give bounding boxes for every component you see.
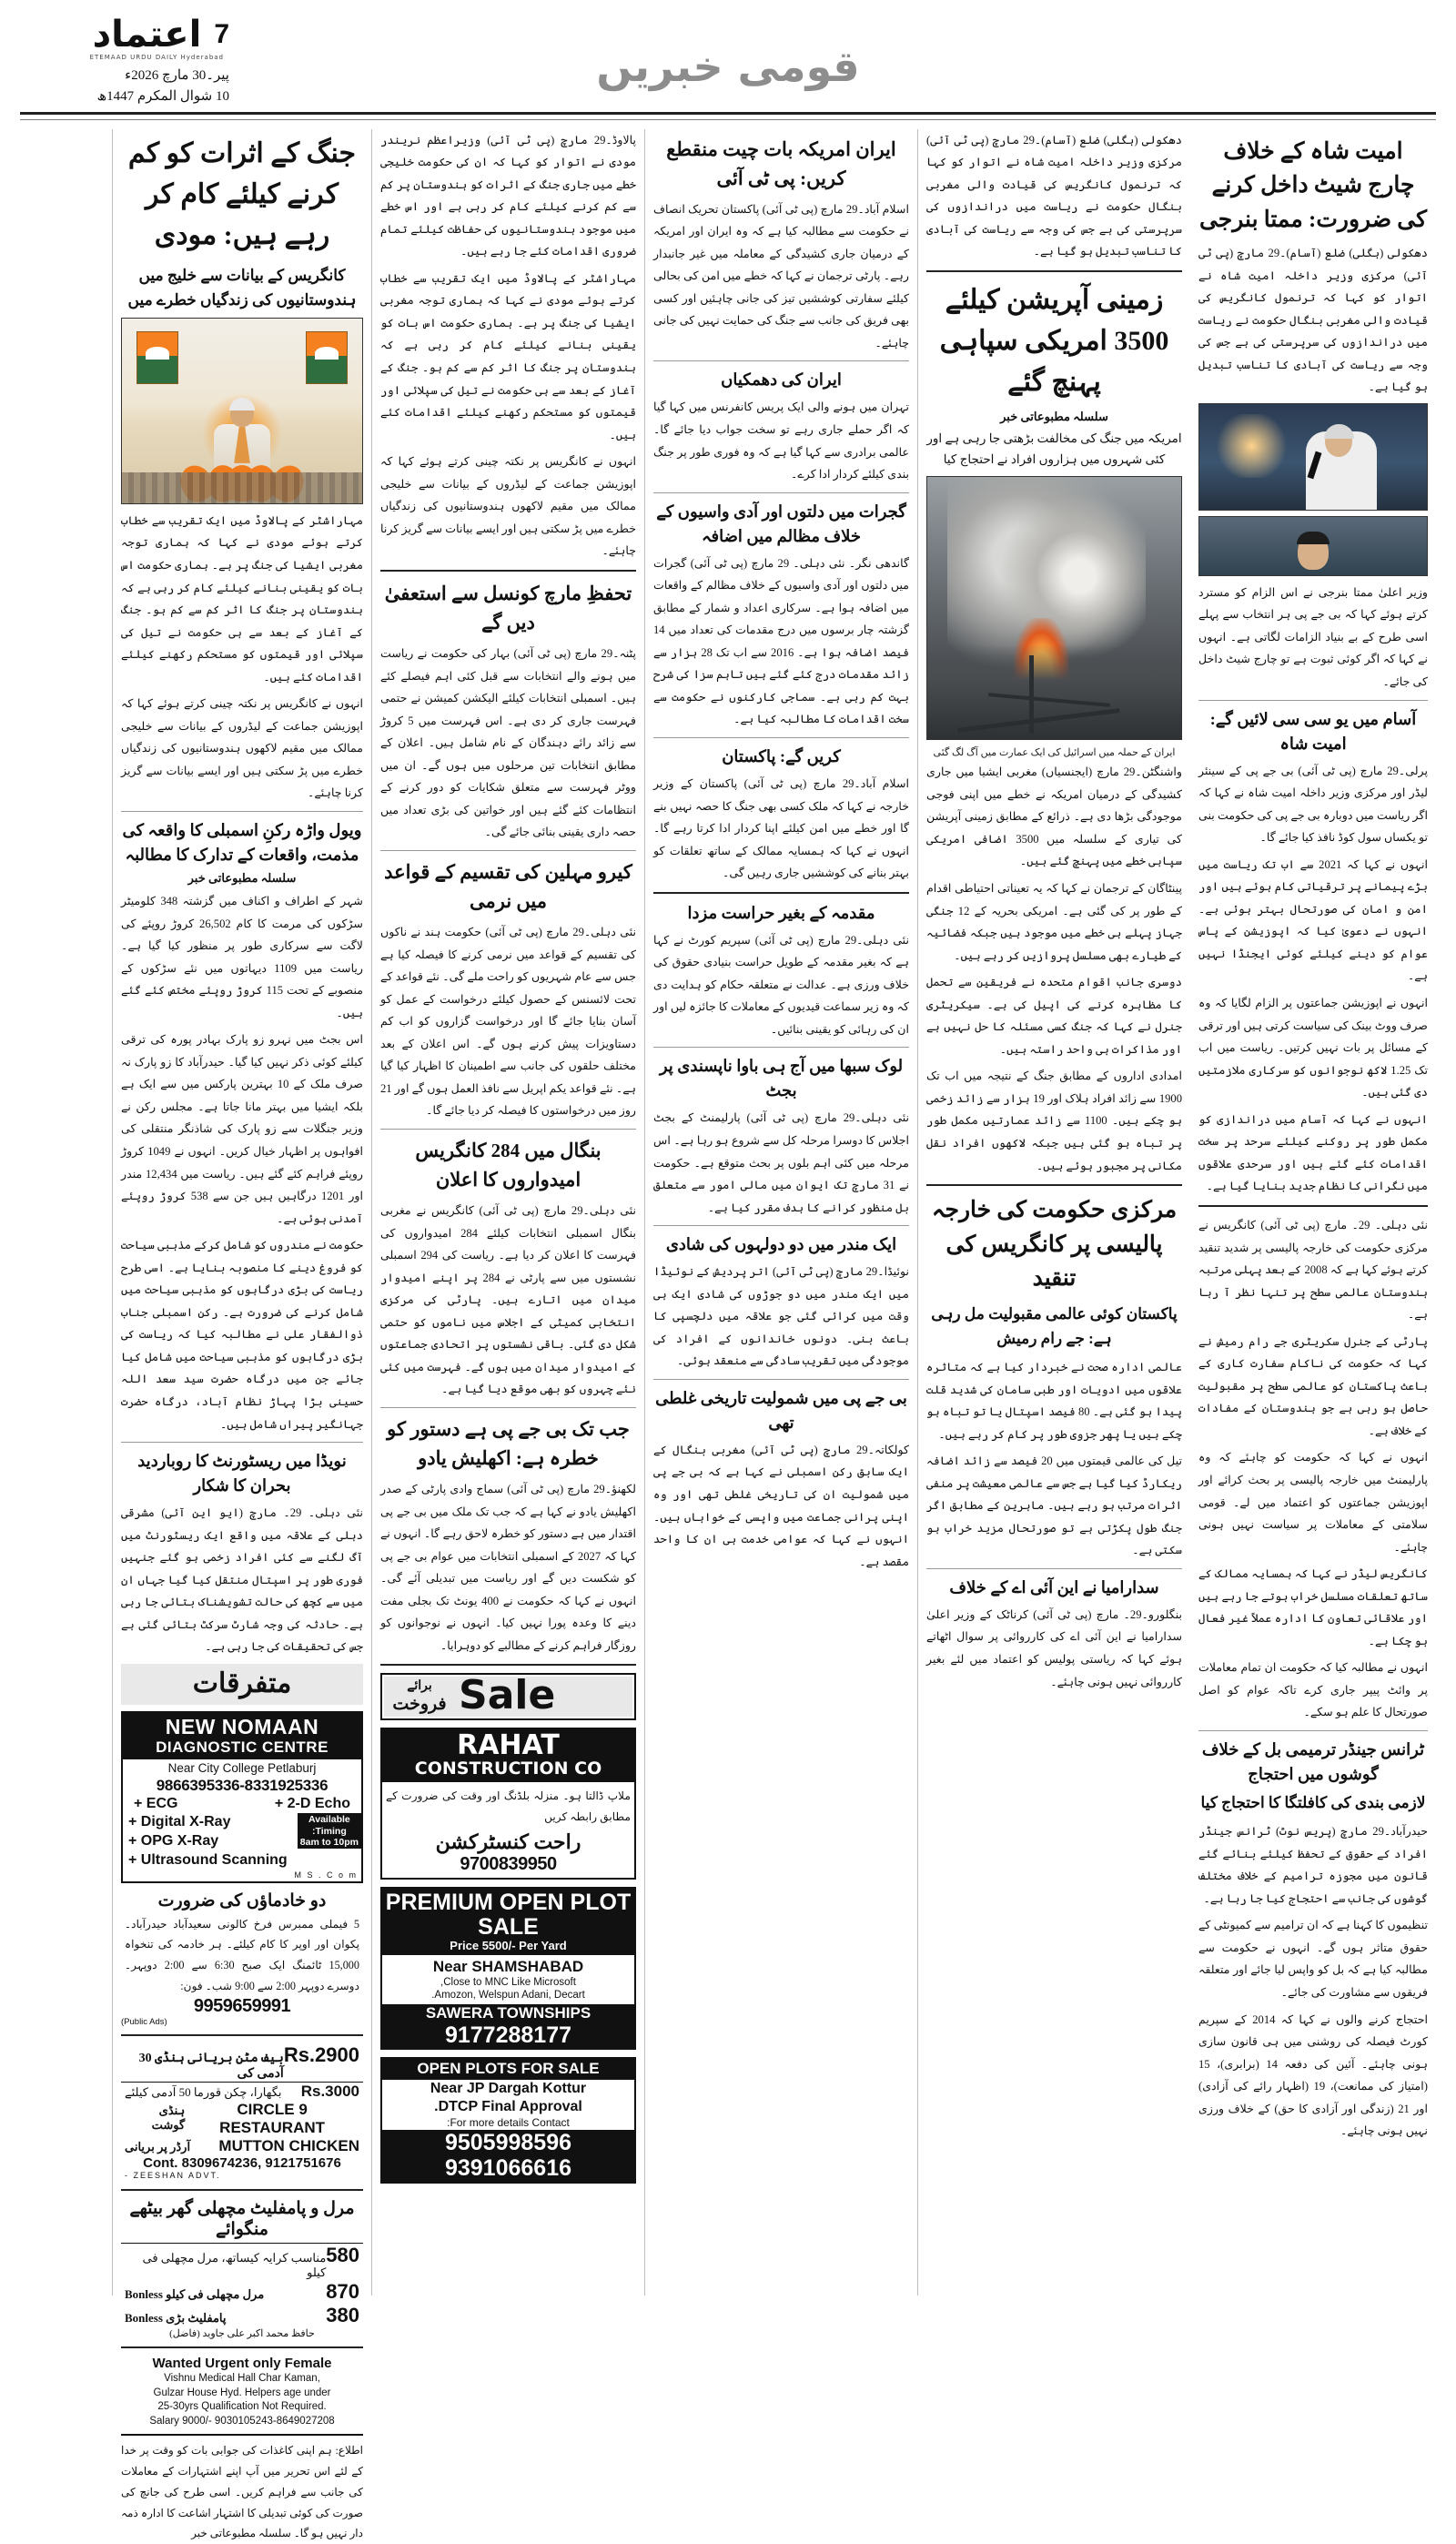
- transgender-headline: ٹرانس جینڈر ترمیمی بل کے خلاف گوشوں میں احتجاج: [1201, 1739, 1425, 1783]
- plot-ad-township: SAWERA TOWNSHIPS: [382, 2004, 634, 2023]
- open-plots-header: [382, 2059, 634, 2080]
- section-title: قومی خبریں: [596, 42, 860, 91]
- modi-hair: [229, 398, 255, 410]
- open-plots-contact-label: For more details Contact:: [447, 2116, 570, 2130]
- divider: [121, 811, 363, 812]
- masthead-logo-row: [92, 14, 229, 56]
- mla-condemn-p2: اس بجٹ میں نہرو زو پارک بہادر پورہ کی ترقی کیلئے کوئی ذکر نہیں کیا گیا۔ حیدرآباد کا زو پارک نہ صرف ملک کے 10 بہترین پارکس میں سے ایک ہے بلکہ ایشیا میں بہتر مانا جاتا ہے۔ مجلس رکن نے وزیر جنگلات سے زو پارک کی شاذنگر منتقلی کی افواہوں پر اظہار خیال کریں۔ انہوں نے 1049 کروڑ روپئے فراہم کئے گئے ہیں۔ ریاست میں 12,434 مندر اور 1201 درگاہیں ہیں جن سے 538 کروڑ روپئے آمدنی ہوئی ہے۔: [121, 1033, 363, 1225]
- transgender-p3: احتجاج کرنے والوں نے کہا کہ 2014 کے سپریم کورٹ فیصلہ کی روشنی میں ہی قانون سازی ہونی چاہئے۔ آئین کی دفعہ 14 (برابری)، 15 (امتیاز کی ممانعت)، 19 (اظہار رائے کی آزادی) اور 21 (زندگی اور آزادی کا حق) کے خلاف ورزی نہیں ہونی چاہئے۔: [1198, 2012, 1429, 2138]
- nomaan-availability-badge: [298, 1813, 361, 1848]
- siddaramaiah-headline: سدارامیا نے این آئی اے کے خلاف: [949, 1577, 1159, 1596]
- budget-headline: لوک سبھا میں آج ہی باوا ناپسندی پر بجٹ: [659, 1057, 904, 1100]
- nomaan-ad-tag: M S . C o m: [294, 1870, 358, 1880]
- paper-logo-latin: ETEMAAD URDU DAILY Hyderabad: [89, 54, 224, 61]
- modi-p1: پالاوڈ۔29 مارچ (پی ٹی آئی) وزیراعظم نریندر مودی نے اتوار کو کہا کہ ان کی حکومت خلیجی خطے میں جاری جنگ کے اثرات کو ہندوستان پر کم سے کم کرنے کیلئے کام کر رہی ہے اور اس خطے میں موجود ہندوستانیوں کی حفاظت کیلئے تمام ضروری اقدامات کئے جا رہے ہیں۔: [380, 133, 636, 258]
- plot-ad-header: [382, 1889, 634, 1954]
- column-1: [1190, 129, 1436, 2296]
- iran-threat-headline: ایران کی دھمکیاں: [721, 370, 842, 390]
- divider: [121, 1442, 363, 1443]
- masthead-center: [229, 16, 1227, 91]
- circle9-price-1: Rs.2900: [283, 2043, 359, 2067]
- divider-dark: [121, 2034, 363, 2036]
- transgender-subhead: لازمی بندی کی کافلتگا کا احتجاج کیا: [1200, 1793, 1426, 1811]
- bengal-candidates-p1: نئی دہلی۔29 مارچ (پی ٹی آئی) کانگریس نے مغربی بنگال اسمبلی انتخابات کیلئے 284 امیدواروں کی فہرست کا اعلان کر دیا ہے۔ ریاست کی 294 اسمبلی نشستوں میں سے پارٹی نے 284 پر اپنے امیدوار میدان میں اتارے ہیں۔ پارٹی کی مرکزی انتخابی کمیٹی کے اجلاس میں ناموں کو حتمی شکل دی گئی۔ باقی نشستوں پر اتحادی جماعتوں کے امیدوار میدان میں ہوں گے۔ فہرست میں کئی نئے چہروں کو بھی موقع دیا گیا ہے۔: [380, 1204, 636, 1396]
- shah-q1: پرلی۔29 مارچ (پی ٹی آئی) بی جے پی کے سینئر لیڈر اور مرکزی وزیر داخلہ امیت شاہ نے کہا کہ اگر ریاست میں دوبارہ بی جے پی کی حکومت بنی تو یکساں سول کوڈ نافذ کیا جائے گا۔: [1198, 764, 1428, 845]
- debris-column: [1029, 655, 1034, 734]
- mamata-hair: [1324, 424, 1354, 439]
- open-plots-phone-2[interactable]: 9391066616: [382, 2155, 634, 2181]
- shah-ucc-headline: آسام میں یو سی سی لائیں گے: امیت شاہ: [1209, 709, 1417, 753]
- circle9-price-2: Rs.3000: [300, 2083, 359, 2101]
- divider: [653, 1379, 909, 1380]
- fish-price-1: 580: [326, 2244, 359, 2267]
- council-headline: تحفظِ مارچ کونسل سے استعفیٰ دیں گے: [384, 582, 632, 634]
- iran-p1: اسلام آباد۔29 مارچ (پی ٹی آئی) پاکستان تحریک انصاف نے حکومت سے مطالبہ کیا ہے کہ وہ ایران اور امریکہ کے درمیان جاری کشیدگی کے معاملہ میں غیر جانبدار رہے۔ پارٹی ترجمان نے کہا کہ خطے میں امن کی بحالی کیلئے سفارتی کوششیں تیز کی جانی چاہئیں اور کسی بھی فریق کی جانب سے جنگ کی حمایت نہیں کی جانی چاہئے۔: [653, 202, 909, 350]
- circle9-urdu-2: آرڈر پر بریانی: [125, 2140, 191, 2154]
- modi-rally-photo: [121, 318, 363, 504]
- shah-q3: انہوں نے اپوزیشن جماعتوں پر الزام لگایا کہ وہ صرف ووٹ بینک کی سیاست کرتی ہیں اور ترقی کے مسائل پر بات نہیں کرتیں۔ ریاست میں اب تک 1.25 لاکھ نوجوانوں کو سرکاری ملازمتیں دی گئی ہیں۔: [1198, 997, 1428, 1100]
- nomaan-avail-3: 8am to 10pm: [299, 1836, 359, 1848]
- bengal-candidates-headline: بنگال میں 284 کانگریس امیدواروں کا اعلان: [415, 1139, 602, 1191]
- wanted-ad-line-3: 25-30yrs Qualification Not Required.: [157, 2401, 327, 2413]
- open-plots-line1: OPEN PLOTS: [417, 2060, 517, 2078]
- fish-ad-title: مرل و پامفلیٹ مچھلی گھر بیٹھے منگوائے: [129, 2199, 355, 2240]
- nomaan-ad-phones[interactable]: 9866395336-8331925336: [156, 1776, 329, 1794]
- soldiers-p3: دوسری جانب اقوام متحدہ نے فریقین سے تحمل کا مظاہرہ کرنے کی اپیل کی ہے۔ سیکریٹری جنرل نے کہا کہ جنگ کسی مسئلہ کا حل نہیں ہے اور مذاکرات ہی واحد راستہ ہیں۔: [926, 976, 1182, 1056]
- fish-price-3: 380: [326, 2304, 359, 2327]
- temple-wedding-p1: نوئیڈا۔29 مارچ (پی ٹی آئی) اتر پردیش کے نوئیڈا میں ایک مندر میں دو جوڑوں کی شادی ایک ہی وقت میں کرائی گئی جو علاقہ میں دلچسپی کا باعث بنی۔ دونوں خاندانوں کے افراد کی موجودگی میں تقریب سادگی سے منعقد ہوئی۔: [653, 1265, 909, 1368]
- premium-plot-ad[interactable]: [380, 1887, 636, 2050]
- date-hijri: 10 شوال المکرم 1447ھ: [96, 89, 229, 105]
- masthead-identity: [20, 16, 229, 108]
- open-plots-approval: DTCP Final Approval.: [434, 2099, 582, 2115]
- circle9-urdu-1: ہنڈی گوشت: [151, 2103, 186, 2133]
- explosion-photo: [926, 476, 1182, 740]
- nomaan-service-2: + ECG: [134, 1795, 178, 1811]
- wanted-female-ad[interactable]: [121, 2356, 363, 2428]
- fish-line-sub: مناسب کرایہ کیساتھ، مرل مچھلی فی کیلو: [142, 2251, 327, 2280]
- shah-q4: انہوں نے کہا کہ آسام میں دراندازی کو مکمل طور پر روکنے کیلئے سرحد پر سخت اقدامات کئے گئے ہیں اور سرحدی علاقوں میں نگرانی کا نظام جدید بنایا گیا ہے۔: [1198, 1112, 1428, 1193]
- photo-glow: [1213, 414, 1290, 478]
- pakistan-p1: اسلام آباد۔29 مارچ (پی ٹی آئی) پاکستان کے وزیر خارجہ نے کہا کہ ملک کسی بھی جنگ کا حصہ نہیں بنے گا اور خطے میں امن کیلئے اپنا کردار ادا کرتا رہے گا۔ انہوں نے کہا کہ ہمسایہ ممالک کے ساتھ تعلقات کو بہتر بنانے کی کوششیں جاری رہیں گی۔: [653, 776, 909, 880]
- council-p1: پٹنہ۔29 مارچ (پی ٹی آئی) بہار کی حکومت نے ریاست میں ہونے والے انتخابات سے قبل کئی اہم فیصلے کئے ہیں۔ اسمبلی انتخابات کیلئے الیکشن کمیشن نے حتمی فہرست جاری کر دی ہے۔ اس فہرست میں 5 کروڑ سے زائد رائے دہندگان کے نام شامل ہیں۔ اعلان کے مطابق انتخابات تین مرحلوں میں ہوں گے۔ ان میں ووٹر فہرست سے متعلق شکایات کو دور کرنے کے انتظامات کئے گئے ہیں اور خواتین کی بڑی تعداد میں حصہ داری یقینی بنائی جائے گی۔: [380, 646, 636, 839]
- classifieds-section-head: متفرقات: [121, 1664, 363, 1705]
- rubble-foreground: [927, 644, 1181, 739]
- rahat-ad-subname: CONSTRUCTION CO: [414, 1759, 602, 1779]
- siddaramaiah-p1: بنگلورو۔29۔ مارچ (پی ٹی آئی) کرناٹک کے وزیر اعلیٰ سدارامیا نے این آئی اے کی کارروائی پر سوال اٹھاتے ہوئے کہا کہ ریاستی پولیس کو اعتماد میں لئے بغیر کارروائی نہیں ہونی چاہئے۔: [926, 1607, 1182, 1688]
- mla-condemn-p1: شہر کے اطراف و اکناف میں گزشتہ 348 کلومیٹر سڑکوں کی مرمت کا کام 26,502 کروڑ روپئے کی لاگت سے سرکاری طور پر منظور کیا گیا ہے۔ ریاست میں 1109 دیہاتوں میں نئے سڑکوں کے منصوبے کے تحت 115 کروڑ روپئے مختص کئے گئے ہیں۔: [121, 894, 363, 1019]
- pakistan-headline: کریں گے: پاکستان: [722, 746, 841, 765]
- iran-p2: تہران میں ہونے والی ایک پریس کانفرنس میں کہا گیا کہ اگر حملے جاری رہے تو سخت جواب دیا جائے گا۔ عالمی برادری سے کہا گیا ہے کہ وہ فوری طور پر جنگ بندی کیلئے کردار ادا کرے۔: [653, 400, 909, 481]
- column-3: [644, 129, 917, 2296]
- plot-ad-desc2: Amozon, Welspun Adani, Decart.: [431, 1990, 585, 2002]
- soldiers-byline: سلسلہ مطبوعاتی خبر: [1000, 409, 1108, 423]
- soldiers-p2: پینٹاگان کے ترجمان نے کہا کہ یہ تعیناتی احتیاطی اقدام کے طور پر کی گئی ہے۔ امریکی بحریہ کے 12 جنگی جہاز پہلے ہی خطے میں موجود ہیں جبکہ فضائیہ کے طیارے بھی مسلسل پروازیں کر رہے ہیں۔: [926, 881, 1182, 962]
- plot-ad-desc1: Close to MNC Like Microsoft,: [440, 1976, 576, 1988]
- column-4: [371, 129, 644, 2296]
- nomaan-ad-subname: DIAGNOSTIC CENTRE: [156, 1738, 329, 1757]
- divider-dark: [1198, 1205, 1428, 1207]
- detention-p1: نئی دہلی۔29 مارچ (پی ٹی آئی) سپریم کورٹ نے کہا ہے کہ بغیر مقدمہ کے طویل حراست بنیادی حقوق کی خلاف ورزی ہے۔ عدالت نے متعلقہ حکام کو ہدایت دی کہ وہ زیر سماعت قیدیوں کے معاملات کا جائزہ لیں اور ان کی رہائی کو یقینی بنائیں۔: [653, 933, 909, 1036]
- circle9-name: CIRCLE 9 RESTAURANT: [219, 2101, 326, 2137]
- foreign-p5: انہوں نے مطالبہ کیا کہ حکومت ان تمام معاملات پر وائٹ پیپر جاری کرے تاکہ عوام کو اصل صورتحال کا علم ہو سکے۔: [1198, 1661, 1428, 1719]
- transgender-p2: تنظیموں کا کہنا ہے کہ ان ترامیم سے کمیونٹی کے حقوق متاثر ہوں گے۔ انہوں نے حکومت سے مطالبہ کیا ہے کہ بل کو واپس لیا جائے اور متعلقہ فریقوں سے مشاورت کی جائے۔: [1198, 1919, 1428, 1999]
- soldiers-p4: امدادی اداروں کے مطابق جنگ کے نتیجہ میں اب تک 1900 سے زائد افراد ہلاک اور 19 ہزار سے زائد زخمی ہو چکے ہیں۔ 1100 سے زائد عمارتیں مکمل طور پر تباہ ہو گئی ہیں جبکہ لاکھوں افراد نقل مکانی پر مجبور ہوئے ہیں۔: [926, 1069, 1183, 1172]
- detention-headline: مقدمہ کے بغیر حراست مزدا: [687, 903, 875, 922]
- wanted-ad-line-4[interactable]: Salary 9000/- 9030105243-8649027208: [149, 2415, 335, 2427]
- maids-ad-title: دو خادماؤں کی ضرورت: [157, 1890, 327, 1911]
- gujarat-p1: گاندھی نگر۔ نئی دہلی۔ 29 مارچ (پی ٹی آئی) گجرات میں دلتوں اور آدی واسیوں کے خلاف مظالم کے واقعات میں اضافہ ہوا ہے۔ سرکاری اعداد و شمار کے مطابق گزشتہ چار برسوں میں درج مقدمات کی تعداد میں 14 فیصد اضافہ ہوا ہے۔ 2016 سے اب تک 28 ہزار سے زائد مقدمات درج کئے گئے ہیں تاہم سزا کی شرح بہت کم رہی ہے۔ سماجی کارکنوں نے حکومت سے سخت اقدامات کا مطالبہ کیا ہے۔: [653, 556, 909, 726]
- masthead: [20, 16, 1436, 115]
- sale-ad-urdu-2: فروخت: [392, 1695, 447, 1715]
- modi-p2: مہاراشٹر کے پالاوڈ میں ایک تقریب سے خطاب کرتے ہوئے مودی نے کہا کہ ہماری توجہ مغربی ایشیا کی جنگ پر ہے۔ ہماری حکومت اس بات کو یقینی بنانے کیلئے کام کر رہی ہے کہ ہندوستان پر جنگ کا اثر کم سے کم ہو۔ جنگ کے آغاز کے بعد سے ہی حکومت نے تیل کی سپلائی اور قیمتوں کو مستحکم رکھنے کیلئے اقدامات کئے ہیں۔: [380, 271, 636, 441]
- open-plots-ad[interactable]: [380, 2057, 636, 2183]
- nomaan-ad-header: [123, 1713, 361, 1759]
- kerosene-headline: کیرو مہلین کی تقسیم کے قواعد میں نرمی: [384, 860, 632, 913]
- divider: [653, 1047, 909, 1048]
- akhilesh-p1: لکھنؤ۔29 مارچ (پی ٹی آئی) سماج وادی پارٹی کے صدر اکھلیش یادو نے کہا ہے کہ جب تک ملک میں بی جے پی اقتدار میں ہے دستور کو خطرہ لاحق رہے گا۔ انہوں نے کہا کہ 2027 کے اسمبلی انتخابات میں عوام بی جے پی کو شکست دیں گے اور ریاست میں تبدیلی آئے گی۔ انہوں نے کہا کہ حکومت نے 400 یونٹ تک بجلی مفت دینے کا وعدہ پورا نہیں کیا۔ انہوں نے نوجوانوں کو روزگار فراہم کرنے کے مطالبے کو دوہرایا۔: [380, 1483, 636, 1652]
- date-gregorian: پیر۔30 مارچ 2026ء: [125, 68, 229, 83]
- soldiers-p6: تیل کی عالمی قیمتوں میں 20 فیصد سے زائد اضافہ ریکارڈ کیا گیا ہے جس سے عالمی معیشت پر منفی اثرات مرتب ہو رہے ہیں۔ ماہرین کے مطابق اگر جنگ طول پکڑتی ہے تو صورتحال مزید خراب ہو سکتی ہے۔: [926, 1454, 1182, 1557]
- modi-p3-col5: انہوں نے کانگریس پر نکتہ چینی کرتے ہوئے کہا کہ اپوزیشن جماعت کے لیڈروں کے بیانات سے خلیجی ممالک میں مقیم لاکھوں ہندوستانیوں کی زندگیاں خطرے میں پڑ سکتی ہیں اور ایسے بیانات سے گریز کرنا چاہئے۔: [121, 697, 363, 800]
- masthead-rule: [20, 119, 1436, 120]
- fish-contact-person: حافظ محمد اکبر علی جاوید (فاضل): [169, 2328, 315, 2340]
- modi-figure: [214, 400, 270, 471]
- publisher-notice-text: اطلاع: ہم اپنی کاغذات کی جوابی بات کو وقت پر خدا کے لئے اس تحریر میں آپ اپنے اشتہارات کے معاملات کی جانب سے فراہم کریں۔ اسی طرح کی جانچ کی صورت کی کوئی تبدیلی کا اشتہار اشاعت کا ادارہ ذمہ دار نہیں ہو گا۔ سلسلہ مطبوعاتی خبر: [121, 2444, 363, 2540]
- mla-condemn-byline: سلسلہ مطبوعاتی خبر: [187, 870, 297, 885]
- shah-p2: وزیر اعلیٰ ممتا بنرجی نے اس الزام کو مسترد کرتے ہوئے کہا کہ بی جے پی ہر انتخاب سے پہلے اسی طرح کے بے بنیاد الزامات لگاتی ہے۔ انہوں نے کہا کہ اگر کوئی ثبوت ہے تو چارج شیٹ داخل کی جائے۔: [1198, 585, 1428, 689]
- nomaan-service-1: + 2-D Echo: [274, 1795, 350, 1811]
- nomaan-service-4: + OPG X-Ray: [128, 1833, 219, 1850]
- rahat-ad-name: RAHAT: [457, 1729, 560, 1762]
- open-plots-location: Near JP Dargah Kottur: [430, 2081, 587, 2097]
- page-number: 7: [214, 19, 229, 49]
- shah-headline: امیت شاہ کے خلاف چارج شیٹ داخل کرنے کی ضرورت: ممتا بنرجی: [1198, 138, 1428, 232]
- portrait-hair: [1297, 532, 1330, 544]
- nomaan-ad-name: NEW NOMAAN: [165, 1714, 319, 1738]
- open-plots-line2: FOR SALE: [521, 2060, 600, 2078]
- fish-row-2: [121, 2280, 363, 2304]
- plot-ad-line3: SALE: [478, 1913, 539, 1940]
- divider-dark: [653, 892, 909, 894]
- masthead-dates: [97, 66, 229, 108]
- rahat-ad-phone[interactable]: 9700839950: [460, 1854, 557, 1875]
- bjp-mistake-headline: بی جے پی میں شمولیت تاریخی غلطی تھی: [655, 1388, 907, 1432]
- iran-headline: ایران امریکہ بات چیت منقطع کریں: پی ٹی آئی: [666, 137, 896, 190]
- divider: [653, 360, 909, 361]
- wanted-ad-line-1: Vishnu Medical Hall Char Kaman,: [164, 2373, 320, 2385]
- budget-p1: نئی دہلی۔29 مارچ (پی ٹی آئی) پارلیمنٹ کے بجٹ اجلاس کا دوسرا مرحلہ کل سے شروع ہو رہا ہے۔ اس مرحلہ میں کئی اہم بلوں پر بحث متوقع ہے۔ حکومت نے 31 مارچ تک ایوان میں مالی امور سے متعلق بل منظور کرانے کا ہدف مقرر کیا ہے۔: [653, 1111, 910, 1214]
- kerosene-p1: نئی دہلی۔29 مارچ (پی ٹی آئی) حکومت ہند نے ناکوں کی تقسیم کے قواعد میں نرمی کرنے کا فیصلہ کیا ہے جس سے عام شہریوں کو راحت ملے گی۔ نئے قواعد کے تحت لائسنس کے حصول کیلئے درخواست کے عمل کو آسان بنایا جائے گا اور درخواست گزاروں کو اب کم دستاویزات پیش کرنے ہوں گے۔ اس اعلان کے بعد مختلف حلقوں کی جانب سے اطمینان کا اظہار کیا گیا ہے۔ نئے قواعد یکم اپریل سے نافذ العمل ہوں گے اور 21 روز میں درخواستوں کا فیصلہ کر دیا جائے گا۔: [380, 926, 637, 1118]
- transgender-p1: حیدرآباد۔29 مارچ (پریس نوٹ) ٹرانس جینڈر افراد کے حقوق کے تحفظ کیلئے بنائے گئے قانون میں مجوزہ ترامیم کے خلاف مختلف گوشوں کی جانب سے احتجاج کیا جا رہا ہے۔: [1198, 1825, 1428, 1905]
- rahat-ad-urdu-name: راحت کنسٹرکشن: [435, 1830, 581, 1854]
- soldiers-kicker: امریکہ میں جنگ کی مخالفت بڑھتی جا رہی ہے اور کئی شہروں میں ہزاروں افراد نے احتجاج کیا: [926, 431, 1182, 466]
- rahat-ad-header: [382, 1729, 634, 1782]
- temple-wedding-headline: ایک مندر میں دو دولہوں کی شادی: [665, 1235, 897, 1254]
- leader-portrait-photo: [1198, 516, 1428, 576]
- circle9-price-row-1: [121, 2043, 363, 2082]
- divider: [380, 850, 636, 851]
- nomaan-diagnostic-ad[interactable]: [121, 1711, 363, 1883]
- soldiers-p1: واشنگٹن۔29 مارچ (ایجنسیاں) مغربی ایشیا میں جاری کشیدگی کے درمیان امریکہ نے خطے میں اپنی فوجی موجودگی بڑھا دی ہے۔ ذرائع کے مطابق زمینی آپریشن کی تیاری کے سلسلہ میں 3500 اضافی امریکی سپاہی خطے میں پہنچ گئے ہیں۔: [926, 765, 1183, 868]
- rahat-ad-body: ملاپ ڈالتا ہو۔ منزلہ بلڈنگ اور وقت کی ضرورت کے مطابق رابطہ کریں: [386, 1789, 631, 1823]
- circle9-name-row-2: [121, 2137, 363, 2155]
- fish-delivery-ad[interactable]: [121, 2198, 363, 2339]
- bjp-flag-left: [136, 331, 178, 384]
- nomaan-avail-1: Available: [308, 1814, 350, 1826]
- foreign-headline: مرکزی حکومت کی خارجہ پالیسی پر کانگریس کی تنقید: [931, 1198, 1178, 1292]
- nomaan-ad-address: Near City College Petlaburj: [167, 1760, 317, 1775]
- maids-ad-phone[interactable]: 9959659991: [193, 1996, 291, 2017]
- shah-intro-carry: دھکولی (ہگلی) ضلع (آسام)۔29 مارچ (پی ٹی آئی) مرکزی وزیر داخلہ امیت شاہ نے اتوار کو کہا کہ ترنمول کانگریس کی قیادت والی مغربی بنگال حکومت نے ریاست میں دراندازوں کی سرپرستی کی ہے جس کی وجہ سے ریاست کی آبادی کا تناسب تبدیل ہو گیا ہے۔: [926, 133, 1183, 258]
- divider: [380, 1129, 636, 1130]
- lotus-icon: [146, 347, 169, 360]
- divider-dark: [926, 1184, 1182, 1186]
- circle9-item-1: بیف مٹن بریانی ہنڈی 30 آدمی کی: [138, 2052, 284, 2082]
- circle9-ad-tag: - ZEESHAN ADVT.: [125, 2171, 221, 2181]
- explosion-photo-caption: ایران کے حملہ میں اسرائیل کی ایک عمارت میں آگ لگ گئی: [933, 746, 1176, 758]
- fish-row-1: [121, 2243, 363, 2280]
- circle9-name-2: MUTTON CHICKEN: [218, 2137, 359, 2155]
- modi-subhead: کانگریس کے بیانات سے خلیج میں ہندوستانیوں کی زندگیاں خطرے میں: [127, 266, 357, 309]
- sale-ad-urdu-1: برائے: [407, 1679, 432, 1694]
- soldiers-p5: عالمی ادارہ صحت نے خبردار کیا ہے کہ متاثرہ علاقوں میں ادویات اور طبی سامان کی شدید قلت پیدا ہو گئی ہے۔ 80 فیصد اسپتال یا تو تباہ ہو چکے ہیں یا پھر جزوی طور پر کام کر رہے ہیں۔: [926, 1360, 1182, 1441]
- circle9-contact[interactable]: Cont. 8309674236, 9121751676: [143, 2155, 341, 2172]
- mla-condemn-headline: ویول واڑہ رکنِ اسمبلی کا واقعہ کی مذمت، واقعات کے تدارک کا مطالبہ: [122, 820, 362, 864]
- foreign-p1: نئی دہلی۔ 29۔ مارچ (پی ٹی آئی) کانگریس نے مرکزی حکومت کی خارجہ پالیسی پر شدید تنقید کرتے ہوئے کہا ہے کہ 2008 کے بعد پہلی مرتبہ ہندوستان عالمی سطح پر تنہا نظر آ رہا ہے۔: [1198, 1218, 1429, 1322]
- bjp-mistake-p1: کولکاتہ۔29 مارچ (پی ٹی آئی) مغربی بنگال کے ایک سابق رکن اسمبلی نے کہا ہے کہ بی جے پی میں شمولیت ان کی تاریخی غلطی تھی اور وہ اپنی پرانی جماعت میں واپسی کے خواہاں ہیں۔ انہوں نے کہا کہ عوامی خدمت ہی ان کا واحد مقصد ہے۔: [653, 1443, 909, 1568]
- mla-condemn-p3: حکومت نے مندروں کو شامل کرکے مذہبی سیاحت کو فروغ دینے کا منصوبہ بنایا ہے۔ اسی طرح ریاست کی بڑی درگاہوں کو مذہبی سیاحت میں شامل کرنے کی ضرورت ہے۔ رکن اسمبلی جناب ذوالفقار علی نے مطالبہ کیا کہ ریاست کی بڑی درگاہوں کو مذہبی سیاحت میں شامل کیا جائے جن میں درگاہ حضرت سید سعد اللہ حسینی بڑا پہاڑ نظام آباد، درگاہ حضرت جہانگیر پیراں شامل ہیں۔: [121, 1239, 363, 1431]
- nomaan-service-5: + Ultrasound Scanning: [128, 1852, 288, 1869]
- modi-p3: انہوں نے کانگریس پر نکتہ چینی کرتے ہوئے کہا کہ اپوزیشن جماعت کے لیڈروں کے بیانات سے خلیجی ممالک میں مقیم لاکھوں ہندوستانیوں کی زندگیاں خطرے میں پڑ سکتی ہیں اور ایسے بیانات سے گریز کرنا چاہئے۔: [380, 455, 636, 558]
- circle9-restaurant-ad[interactable]: [121, 2043, 363, 2182]
- divider: [1198, 1730, 1428, 1731]
- restaurant-crisis-p1: نئی دہلی۔ 29۔ مارچ (ایو این آئی) مشرقی دہلی کے علاقہ میں واقع ایک ریسٹورنٹ میں آگ لگنے سے کئی افراد زخمی ہو گئے جنہیں فوری طور پر اسپتال منتقل کیا گیا جہاں ان میں سے کچھ کی حالت تشویشناک بتائی جا رہی ہے۔ حادثہ کی وجہ شارٹ سرکٹ بتائی گئی ہے جس کی تحقیقات کی جا رہی ہے۔: [121, 1506, 363, 1654]
- shah-p1: دھکولی (ہگلی) ضلع (آسام)۔29 مارچ (پی ٹی آئی) مرکزی وزیر داخلہ امیت شاہ نے اتوار کو کہا کہ ترنمول کانگریس کی قیادت والی مغربی بنگال حکومت نے ریاست میں دراندازوں کی سرپرستی کی ہے جس کی وجہ سے ریاست کی آبادی کا تناسب تبدیل ہو گیا ہے۔: [1198, 247, 1428, 394]
- sale-ad[interactable]: [380, 1673, 636, 1720]
- divider-dark: [121, 2189, 363, 2191]
- divider-dark: [380, 1664, 636, 1666]
- foreign-p4: کانگریس لیڈر نے کہا کہ ہمسایہ ممالک کے ساتھ تعلقات مسلسل خراب ہوتے جا رہے ہیں اور علاقائی تعاون کا ادارہ عملاً غیر فعال ہو چکا ہے۔: [1198, 1567, 1428, 1647]
- publisher-notice: [121, 2434, 363, 2544]
- paper-logo: اعتماد: [92, 14, 202, 56]
- bjp-flag-right: [306, 331, 348, 384]
- lotus-icon: [315, 347, 339, 360]
- modi-p2-col5: مہاراشٹر کے پالاوڈ میں ایک تقریب سے خطاب کرتے ہوئے مودی نے کہا کہ ہماری توجہ مغربی ایشیا کی جنگ پر ہے۔ ہماری حکومت اس بات کو یقینی بنانے کیلئے کام کر رہی ہے کہ ہندوستان پر جنگ کا اثر کم سے کم ہو۔ جنگ کے آغاز کے بعد سے ہی حکومت نے تیل کی سپلائی اور قیمتوں کو مستحکم رکھنے کیلئے اقدامات کئے ہیں۔: [121, 513, 363, 684]
- shah-q2: انہوں نے کہا کہ 2021 سے اب تک ریاست میں بڑے پیمانے پر ترقیاتی کام ہوئے ہیں اور امن و امان کی صورتحال بہتر ہوئی ہے۔ انہوں نے دعویٰ کیا کہ اپوزیشن کے پاس عوام کو دینے کیلئے کوئی ایجنڈا نہیں ہے۔: [1198, 857, 1428, 983]
- plot-ad-line1: PREMIUM OPEN PLOT: [385, 1890, 632, 1916]
- plot-ad-near: Near SHAMSHABAD: [432, 1957, 584, 1975]
- open-plots-phone-1[interactable]: 9505998596: [382, 2130, 634, 2155]
- rahat-construction-ad[interactable]: [380, 1728, 636, 1880]
- gujarat-headline: گجرات میں دلتوں اور آدی واسیوں کے خلاف مظالم میں اضافہ: [656, 502, 906, 545]
- column-5: [112, 129, 371, 2540]
- divider: [653, 737, 909, 738]
- maids-ad-body: 5 فیملی ممبرس فرخ کالونی سعیدآباد حیدرآباد۔ پکوان اور اوپر کا کام کیلئے۔ ہر خادمہ کی تنخواہ 15,000 ٹائمنگ ایک صبح 6:30 سے 2:00 دوپہر۔ دوسرے دوپہر 2:00 سے 9:00 شب۔ فون:: [125, 1917, 359, 1992]
- fish-price-2: 870: [326, 2280, 359, 2304]
- divider-dark: [926, 270, 1182, 272]
- mamata-photo: [1198, 403, 1428, 511]
- divider: [926, 1568, 1182, 1569]
- crowd-foreground: [122, 472, 362, 503]
- content-grid: [20, 129, 1436, 2540]
- fish-line-1: مرل مچھلی فی کیلو Bonless: [125, 2287, 265, 2302]
- maids-ad-tag: (Public Ads): [121, 2017, 167, 2028]
- circle9-name-row: [121, 2101, 363, 2137]
- akhilesh-headline: جب تک بی جے پی ہے دستور کو خطرہ ہے: اکھلیش یادو: [387, 1417, 630, 1470]
- foreign-subhead: پاکستان کوئی عالمی مقبولیت مل رہی ہے: جے رام رمیش: [931, 1304, 1178, 1347]
- column-2: [917, 129, 1190, 2296]
- maids-wanted-ad[interactable]: [121, 1890, 363, 2027]
- restaurant-crisis-headline: نویڈا میں ریسٹورنٹ کا روباردید بحران کا شکار: [137, 1452, 347, 1495]
- plot-ad-phone[interactable]: 9177288177: [382, 2022, 634, 2048]
- foreign-p3: انہوں نے کہا کہ حکومت کو چاہئے کہ وہ پارلیمنٹ میں خارجہ پالیسی پر بحث کرائے اور اپوزیشن جماعتوں کو اعتماد میں لے۔ قومی سلامتی کے معاملات پر سیاست نہیں ہونی چاہئے۔: [1198, 1451, 1428, 1554]
- divider: [653, 492, 909, 493]
- fish-line-2: پامفلیٹ بڑی Bonless: [125, 2311, 227, 2326]
- plot-ad-price: Price 5500/- Per Yard: [450, 1938, 567, 1952]
- wanted-ad-line-2: Gulzar House Hyd. Helpers age under: [153, 2387, 331, 2398]
- circle9-item-2: بگھارا، چکن قورما 50 آدمی کیلئے: [125, 2085, 282, 2100]
- divider-dark: [121, 2346, 363, 2348]
- divider: [653, 1225, 909, 1226]
- fish-row-3: [121, 2304, 363, 2327]
- nomaan-avail-2: Timing:: [312, 1825, 347, 1837]
- sale-ad-word: Sale: [455, 1677, 632, 1717]
- foreign-p2: پارٹی کے جنرل سکریٹری جے رام رمیش نے کہا کہ حکومت کی ناکام سفارت کاری کے باعث پاکستان کو عالمی سطح پر مقبولیت حاصل ہو رہی ہے جو ہندوستان کے مفادات کے خلاف ہے۔: [1198, 1334, 1428, 1437]
- modi-headline: جنگ کے اثرات کو کم کرنے کیلئے کام کر رہے ہیں: مودی: [127, 137, 357, 250]
- wanted-ad-title: Wanted Urgent only Female: [152, 2356, 332, 2372]
- nomaan-service-3: + Digital X-Ray: [128, 1814, 231, 1830]
- soldiers-headline: زمینی آپریشن کیلئے 3500 امریکی سپاہی پہنچ گئے: [939, 284, 1169, 397]
- divider: [1198, 700, 1428, 701]
- divider: [380, 1407, 636, 1408]
- circle9-price-row-2: [121, 2082, 363, 2101]
- divider-dark: [380, 570, 636, 572]
